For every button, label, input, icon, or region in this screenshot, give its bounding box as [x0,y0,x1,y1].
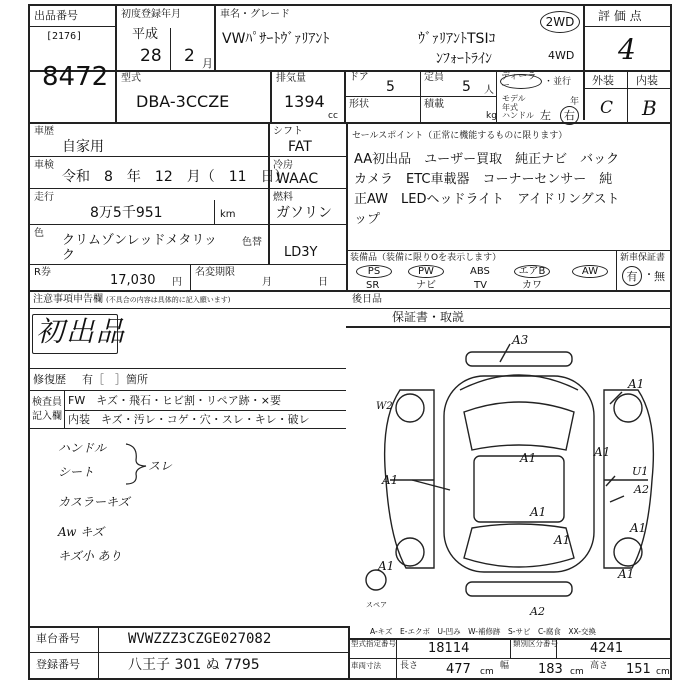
inspection-label: 車検 [34,160,54,171]
history-label: 車歴 [34,126,54,137]
kg-unit: kg [486,111,497,121]
year-mark: 年 [570,97,580,107]
rule [346,122,348,290]
caution-label: 注意事項申告欄 [33,294,103,305]
height-value: 151 [626,662,651,677]
width-label: 幅 [500,661,510,671]
grade-line-1: ｳﾞｧﾘｱﾝﾄTSIｺ [418,31,496,47]
damage-mark: A1 [630,521,647,535]
color-code: LD3Y [284,245,318,260]
reg-month: 2 [184,46,195,66]
handle-right: 右 [564,109,575,122]
chassis-value: WVWZZZ3CZGE027082 [128,631,272,647]
rule [214,4,216,70]
model-value: DBA-3CCZE [136,92,230,111]
damage-mark: A2 [634,483,649,496]
height-unit: cm [656,667,670,677]
fuel-value: ガソリン [276,205,332,221]
equip-navi: ナビ [416,280,436,291]
inspector-label-2: 記入欄 [32,411,62,422]
damage-legend: A-キズ E-エクボ U-凹み W-補修跡 S-サビ C-腐食 XX-交換 [370,627,596,636]
sales-point-line: AA初出品 ユーザー買取 純正ナビ バック [354,152,620,167]
equip-airbag [514,265,550,278]
handle-label: ハンドル [502,111,534,120]
recycle-value: 17,030 [110,273,156,288]
equip-ps [356,265,392,278]
rule [64,390,65,428]
yen-unit: 円 [172,277,182,288]
displacement-value: 1394 [284,92,325,111]
capacity-value: 5 [462,79,471,95]
name-change-day: 日 [318,277,328,288]
mileage-value: 8万5千951 [90,205,163,221]
rule [28,428,346,429]
history-value: 自家用 [62,139,104,155]
warranty-have: 有 [626,269,638,283]
damage-mark: A1 [618,567,635,581]
equip-pw [408,265,444,278]
repair-label: 修復歴 [33,373,66,386]
rule [28,26,115,27]
equip-airbag-label: エアB [518,265,546,277]
rule [583,26,672,27]
width-value: 183 [538,662,563,677]
fuel-label: 燃料 [273,192,293,203]
load-label: 積載 [424,99,444,110]
plate-label: 登録番号 [36,658,80,671]
rule [627,70,628,122]
car-name: VWﾊﾟｻｰﾄｳﾞｧﾘｱﾝﾄ [222,31,330,47]
handwritten-note: ハンドル [58,441,107,455]
drive-2wd-circle [540,11,580,33]
recycle-label: R券 [34,267,51,278]
rule [98,626,99,680]
rule [28,626,348,628]
first-reg-label: 初度登録年月 [121,9,181,20]
sales-point-text [354,150,670,230]
first-listing-frame [32,314,118,354]
documents-label: 後日品 [352,294,382,305]
rule [64,410,346,411]
new-warranty-label: 新車保証書 [620,253,666,263]
rule [583,4,585,120]
rule [344,96,496,97]
sales-point-line: 正AW LEDヘッドライト アイドリングスト [354,192,620,207]
handwritten-note: Aw キズ [58,525,104,539]
equip-sr: SR [366,280,380,291]
doors-label: ドア [349,72,369,83]
damage-mark: A1 [628,377,645,391]
damage-mark: A1 [382,473,399,487]
drive-2wd: 2WD [545,15,575,29]
damage-mark-windshield: W2 [376,401,393,412]
sales-point-label: セールスポイント（正常に機能するものに限ります） [352,131,568,141]
rule [346,326,672,328]
rule [28,368,346,369]
rule [268,122,270,264]
exterior-label: 外装 [592,74,614,87]
equip-tv: TV [474,280,487,291]
rule [115,4,117,122]
rule [190,264,191,290]
equip-ps-label: PS [367,265,381,277]
month-unit: 月 [202,57,213,70]
sales-point-line: ップ [354,212,381,227]
rule [616,250,617,290]
rule [170,28,171,70]
mileage-label: 走行 [34,192,54,203]
type-num-value: 18114 [428,641,470,656]
handle-left: 左 [540,109,551,122]
rule [28,652,348,653]
first-listing: 初出品 [36,315,127,348]
warranty-none: 無 [654,270,665,283]
equip-abs: ABS [470,266,490,277]
equip-pw-label: PW [418,265,434,277]
rule [28,290,672,292]
rule [28,224,346,225]
era: 平成 [132,27,159,42]
name-change-month: 月 [262,277,272,288]
equipment-label: 装備品（装備に限りOを表示します） [350,253,502,263]
dealer-circle [500,71,542,91]
length-value: 477 [446,662,471,677]
capacity-unit: 人 [484,85,494,96]
color-change-label: 色替 [242,237,262,248]
color-value-2: ク [62,248,76,263]
grade-line-2: ﾝﾌｫｰﾄﾗｲﾝ [436,51,492,67]
plate-value: 八王子 301 ぬ 7795 [128,657,260,673]
dealer: ディーラー [501,71,537,91]
rule [28,156,346,157]
lot-label: 出品番号 [34,9,78,22]
rule [28,390,346,391]
inspector-label-1: 検査員 [32,397,62,408]
drive-4wd: 4WD [548,49,575,62]
rule [28,188,346,189]
sales-point-line: カメラ ETC車載器 コーナーセンサー 純 [354,172,613,187]
shape-label: 形状 [349,99,369,110]
rule [270,70,272,122]
equip-leather: カワ [522,280,542,291]
warranty-sep: ・ [644,270,654,281]
color-value-1: クリムゾンレッドメタリッ [62,233,217,248]
spare-label: スペア [366,601,387,609]
length-unit: cm [480,667,494,677]
warranty-have-circle [622,266,642,286]
km-unit: km [220,209,236,220]
doors-value: 5 [386,79,395,95]
model-year-label: モデル年式 [502,94,526,112]
legend-exterior: FW キズ・飛石・ヒビ割・リペア跡・×要 [68,394,281,407]
class-num-label: 類別区分番号 [513,639,558,648]
rule [346,308,672,309]
damage-mark: A1 [594,445,611,459]
capacity-label: 定員 [424,72,444,83]
handwritten-note: シート [58,465,95,479]
equip-aw [572,265,608,278]
damage-mark: A1 [520,451,537,465]
damage-mark: A1 [530,505,547,519]
lot-number: 8472 [42,62,109,92]
legend-interior: 内装 キズ・汚レ・コゲ・穴・スレ・キレ・破レ [68,413,310,426]
rule [396,638,397,680]
damage-mark-rear: A2 [530,605,545,618]
brace-mark [122,440,150,486]
class-num-value: 4241 [590,641,624,656]
documents-value: 保証書・取説 [392,310,465,324]
type-num-label: 型式指定番号 [351,639,396,648]
shift-value: FAT [288,139,312,155]
parallel: ・並行 [544,77,572,87]
brace-note: スレ [148,459,173,473]
damage-mark: U1 [632,465,649,478]
rule [346,250,672,251]
rule [28,308,346,309]
rule [510,638,511,658]
length-label: 長さ [400,661,419,671]
ac-value: WAAC [276,171,319,187]
chassis-label: 車台番号 [36,632,80,645]
size-label: 車両寸法 [351,661,381,670]
equip-aw-label: AW [581,265,599,277]
shift-label: シフト [273,126,303,137]
score-label: 評 価 点 [598,9,642,23]
handwritten-note: カスラーキズ [58,495,130,509]
repair-value: 有［ ］箇所 [82,373,148,386]
damage-mark: A1 [378,559,395,573]
interior-grade: B [642,96,657,120]
reg-year: 28 [140,46,162,66]
rule [28,264,346,265]
width-unit: cm [570,667,584,677]
inspection-value: 令和 8 年 12 月（ 11 日） [62,169,289,185]
displacement-label: 排気量 [276,73,306,84]
interior-label: 内装 [636,74,658,87]
cc-unit: cc [328,111,338,121]
ac-label: 冷房 [273,160,293,171]
exterior-grade: C [600,98,614,118]
rule [214,200,215,224]
height-label: 高さ [590,661,609,671]
handle-right-circle [560,106,579,125]
lot-sub: [2176] [46,31,83,42]
rule [348,626,350,680]
name-grade-label: 車名・グレード [220,9,290,20]
color-label: 色 [34,228,44,239]
score-value: 4 [618,33,636,66]
damage-mark: A1 [554,533,571,547]
damage-mark-front: A3 [512,333,529,347]
model-label: 型式 [121,73,141,84]
name-change-label: 名変期限 [195,267,235,278]
handwritten-note: キズ小 あり [58,549,122,563]
caution-sub: (不具合の内容は具体的に記入願います) [106,296,231,304]
